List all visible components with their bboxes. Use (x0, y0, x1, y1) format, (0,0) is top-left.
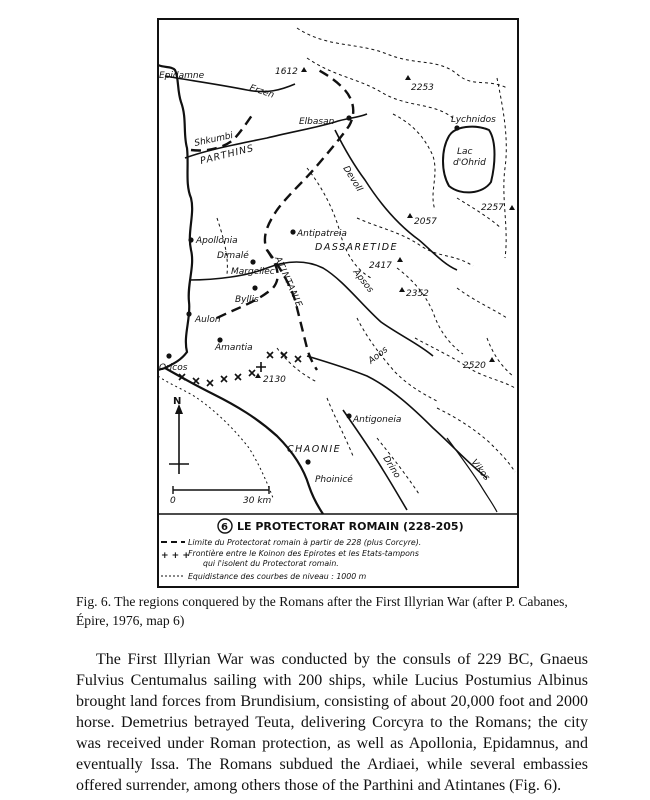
legend-item-frontier-2: qui l'isolent du Protectorat romain. (203, 559, 339, 568)
label-epidamne: Epidamne (159, 71, 205, 81)
label-dimale: Dimalé (217, 251, 249, 261)
caption-line-1: Fig. 6. The regions conquered by the Romans after the First Illyrian War (after P. Cabanes, (76, 594, 568, 609)
elev-2057: 2057 (414, 217, 437, 227)
label-antipatreia: Antipatreia (297, 229, 347, 239)
elev-2130: 2130 (263, 375, 286, 385)
legend-title: LE PROTECTORAT ROMAIN (228-205) (237, 520, 464, 533)
label-dassaretide: DASSARETIDE (315, 242, 399, 253)
svg-text:+ + +: + + + (161, 551, 190, 561)
label-antigoneia: Antigoneia (353, 415, 402, 425)
label-parthins: PARTHINS (199, 142, 256, 167)
label-erzen: Erzen (248, 83, 276, 101)
figure-caption (76, 592, 596, 630)
label-chaonie: CHAONIE (287, 444, 342, 455)
label-elbasan: Elbasan (299, 117, 335, 127)
scale-zero: 0 (170, 496, 176, 506)
label-byllis: Byllis (235, 295, 259, 305)
elev-2253: 2253 (411, 83, 434, 93)
label-phoinice: Phoinicé (315, 475, 353, 485)
label-amantia: Amantia (215, 343, 253, 353)
body-text (76, 649, 588, 796)
elev-2257: 2257 (481, 203, 504, 213)
label-margellec: Margellec (231, 267, 275, 277)
legend-item-contour: Equidistance des courbes de niveau : 1000 m (188, 572, 367, 581)
map-border (158, 19, 518, 587)
legend-item-limit: Limite du Protectorat romain à partir de 228 (plus Corcyre). (188, 538, 422, 547)
caption-line-2: Épire, 1976, map 6) (76, 613, 185, 628)
scale-end: 30 km (243, 496, 272, 506)
legend-number: 6 (221, 522, 228, 533)
label-lac: Lac (457, 147, 473, 157)
protectorate-map-figure (157, 18, 519, 588)
label-vikos: Vikos (468, 457, 492, 483)
label-shkumbi: Shkumbi (193, 130, 235, 149)
elev-2417: 2417 (369, 261, 392, 271)
north-label: N (173, 396, 182, 407)
elev-1612: 1612 (275, 67, 298, 77)
label-apollonia: Apollonia (196, 236, 238, 246)
label-apsos: Apsos (350, 267, 375, 295)
label-aulon: Aulon (195, 315, 221, 325)
body-paragraph: The First Illyrian War was conducted by the consuls of 229 BC, Gnaeus Fulvius Centumalus sailing with 200 ships, while Lucius Postumius Albinus brought land forces from Brundisium, consisting of about 20,000 foot and 2000 horse. Demetrius betrayed Teuta, delivering Corcyra to the Romans; the city was received under Roman protection, as well as Apollonia, Epidamnus, and eventually Issa. The Romans subdued the Ardiaei, while several embassies offered surrender, among others those of the Parthini and Atintanes (Fig. 6). (76, 651, 588, 794)
label-oricos: Oricos (159, 363, 188, 373)
label-atintanie: ATINTANIE (272, 255, 304, 310)
label-aoos: Aoos (366, 345, 391, 367)
elev-2520: 2520 (463, 361, 486, 371)
elev-2352: 2352 (406, 289, 429, 299)
label-devoll: Devoll (340, 164, 364, 194)
map-svg (157, 18, 519, 588)
label-ohrid: d'Ohrid (453, 158, 486, 168)
legend-item-frontier-1: Frontière entre le Koinon des Epirotes et les Etats-tampons (188, 549, 419, 558)
label-drino: Drino (380, 454, 402, 481)
label-lychnidos: Lychnidos (451, 115, 496, 125)
